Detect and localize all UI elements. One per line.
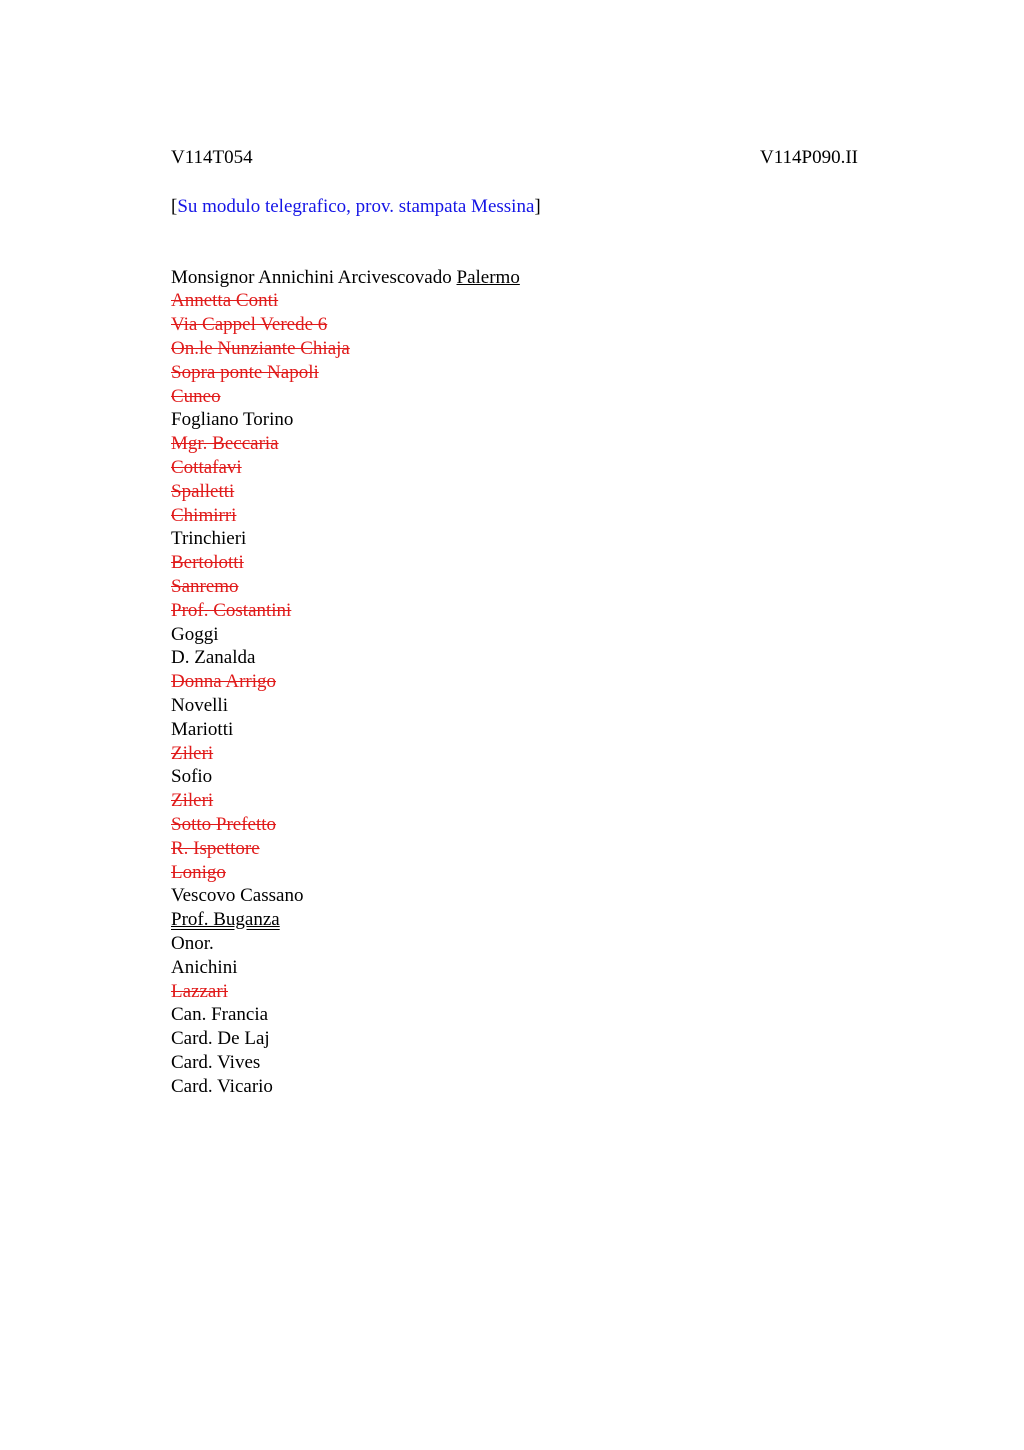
list-item-text: Chimirri — [171, 504, 237, 526]
list-item-text: Prof. Costantini — [171, 599, 292, 621]
list-item-text: Sofio — [171, 766, 213, 788]
list-item-struck — [171, 742, 858, 766]
list-item-struck — [171, 789, 858, 813]
list-item — [171, 932, 858, 956]
list-item — [171, 1051, 858, 1075]
first-entry-text: Monsignor Annichini Arcivescovado — [171, 266, 457, 288]
list-item-text: Goggi — [171, 623, 219, 645]
list-item — [171, 527, 858, 551]
list-item — [171, 956, 858, 980]
list-item — [171, 646, 858, 670]
list-item-text: On.le Nunziante Chiaja — [171, 337, 350, 359]
list-item-text: Trinchieri — [171, 528, 247, 550]
list-item — [171, 884, 858, 908]
list-item-struck — [171, 599, 858, 623]
list-item-struck — [171, 337, 858, 361]
list-item — [171, 1027, 858, 1051]
list-item-text: Zileri — [171, 790, 214, 812]
list-item-text: R. Ispettore — [171, 837, 260, 859]
list-item-text: Bertolotti — [171, 552, 244, 574]
list-item — [171, 623, 858, 647]
list-item-struck — [171, 551, 858, 575]
address-list — [171, 266, 858, 1099]
list-item-text: Card. Vives — [171, 1051, 261, 1073]
list-item-text: Vescovo Cassano — [171, 885, 304, 907]
page-code: V114P090.II — [760, 147, 858, 168]
list-item-text: Fogliano Torino — [171, 409, 294, 431]
list-item-text: Card. De Laj — [171, 1028, 270, 1050]
document-page — [171, 146, 858, 1098]
list-item-text: Card. Vicario — [171, 1075, 273, 1097]
list-item — [171, 765, 858, 789]
list-item-text: Sotto Prefetto — [171, 813, 277, 835]
list-item — [171, 694, 858, 718]
list-item-text: Can. Francia — [171, 1004, 269, 1026]
header-row — [171, 146, 858, 170]
list-item-struck — [171, 575, 858, 599]
list-item-struck — [171, 480, 858, 504]
first-entry — [171, 266, 858, 290]
list-item-struck — [171, 837, 858, 861]
list-item — [171, 718, 858, 742]
list-item-struck — [171, 361, 858, 385]
list-item-text: Onor. — [171, 932, 214, 954]
list-item-text: Annetta Conti — [171, 290, 279, 312]
list-item — [171, 408, 858, 432]
list-item-struck — [171, 670, 858, 694]
list-item-text: D. Zanalda — [171, 647, 256, 669]
list-item-text: Prof. Buganza — [171, 909, 280, 931]
list-item-struck — [171, 432, 858, 456]
list-item-struck — [171, 385, 858, 409]
list-item — [171, 1003, 858, 1027]
list-item-text: Anichini — [171, 956, 238, 978]
list-item-struck — [171, 980, 858, 1004]
list-item-text: Mariotti — [171, 718, 234, 740]
list-item-text: Zileri — [171, 742, 214, 764]
list-item-struck — [171, 813, 858, 837]
note-open-bracket: [ — [171, 195, 178, 217]
list-item-struck — [171, 313, 858, 337]
document-code: V114T054 — [171, 147, 253, 168]
entries — [171, 289, 858, 1098]
list-item-text: Spalletti — [171, 480, 235, 502]
list-item-text: Lonigo — [171, 861, 226, 883]
list-item-text: Mgr. Beccaria — [171, 433, 279, 455]
list-item-struck — [171, 456, 858, 480]
list-item — [171, 1075, 858, 1099]
editorial-note — [171, 195, 858, 219]
list-item-struck — [171, 861, 858, 885]
list-item-text: Lazzari — [171, 980, 228, 1002]
list-item-text: Sanremo — [171, 575, 239, 597]
list-item-struck — [171, 504, 858, 528]
first-entry-underlined: Palermo — [456, 266, 520, 288]
list-item-text: Donna Arrigo — [171, 671, 277, 693]
note-text: Su modulo telegrafico, prov. stampata Messina — [177, 195, 535, 217]
list-item-text: Novelli — [171, 694, 228, 716]
list-item-struck — [171, 289, 858, 313]
note-close-bracket: ] — [534, 195, 541, 217]
list-item-text: Sopra ponte Napoli — [171, 361, 319, 383]
list-item-text: Via Cappel Verede 6 — [171, 314, 328, 336]
list-item-text: Cottafavi — [171, 456, 242, 478]
list-item-text: Cuneo — [171, 385, 221, 407]
list-item — [171, 908, 858, 932]
